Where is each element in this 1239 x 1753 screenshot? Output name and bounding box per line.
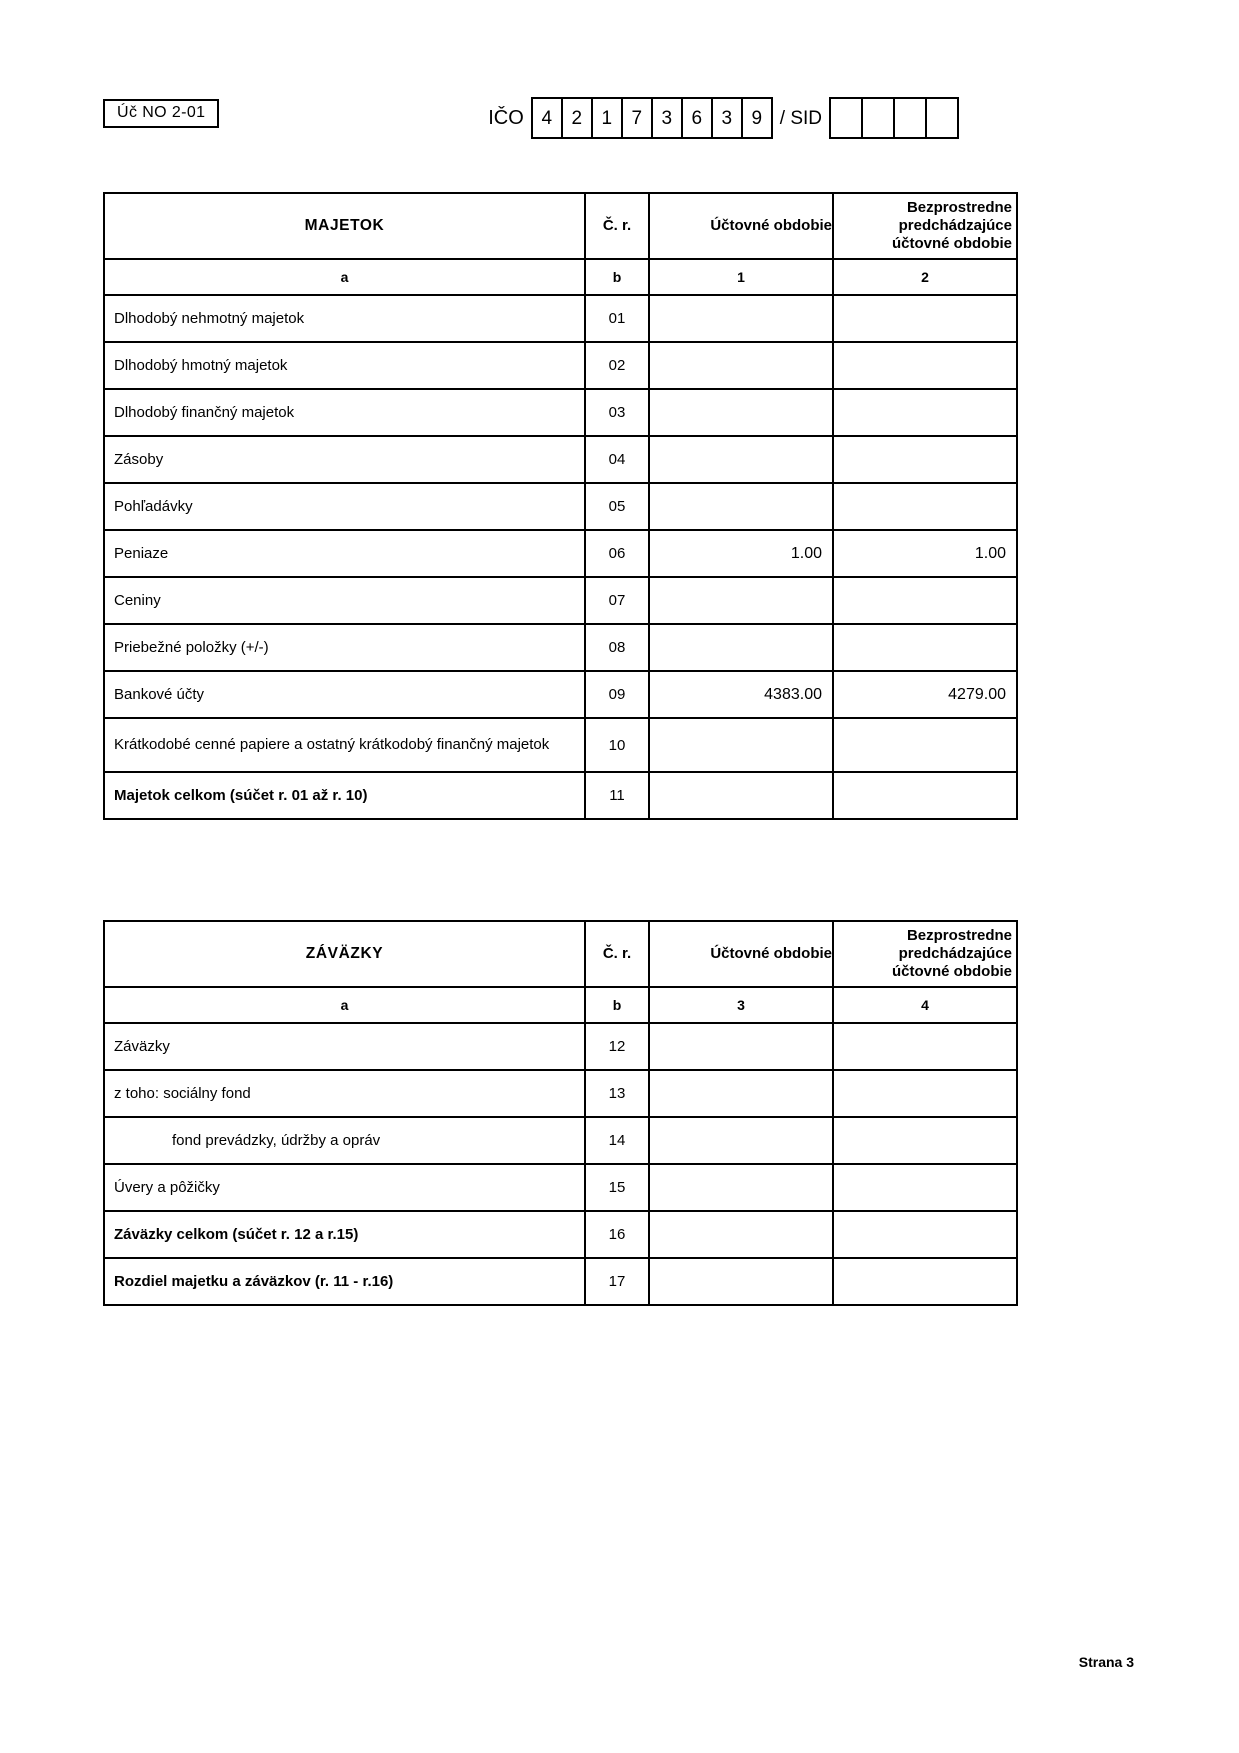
row-label: Úvery a pôžičky (104, 1164, 585, 1211)
row-value-previous[interactable] (833, 1164, 1017, 1211)
table-row (104, 436, 1017, 483)
row-number: 09 (585, 671, 649, 718)
sid-digit-boxes (829, 97, 959, 139)
assets-table-subheader-row (104, 259, 1017, 295)
liabilities-table (103, 920, 1018, 1306)
assets-col-line-header: Č. r. (585, 193, 649, 259)
row-value-current[interactable] (649, 1117, 833, 1164)
row-value-previous[interactable]: 1.00 (833, 530, 1017, 577)
row-value-previous[interactable] (833, 295, 1017, 342)
row-value-previous[interactable] (833, 772, 1017, 819)
row-number: 17 (585, 1258, 649, 1305)
sid-label: / SID (779, 107, 822, 129)
table-row (104, 577, 1017, 624)
row-value-current[interactable] (649, 436, 833, 483)
row-value-current[interactable] (649, 772, 833, 819)
row-value-current[interactable] (649, 389, 833, 436)
row-number: 02 (585, 342, 649, 389)
document-header (103, 96, 959, 140)
table-row (104, 530, 1017, 577)
ico-block (488, 96, 959, 140)
assets-col-period-header: Účtovné obdobie (649, 193, 833, 259)
sid-digit-box[interactable] (927, 99, 957, 137)
row-value-previous[interactable] (833, 483, 1017, 530)
table-row (104, 342, 1017, 389)
table-row (104, 1164, 1017, 1211)
table-row (104, 671, 1017, 718)
row-value-current[interactable] (649, 577, 833, 624)
table-row (104, 718, 1017, 772)
ico-digit-box[interactable]: 7 (623, 99, 653, 137)
row-value-current[interactable] (649, 1164, 833, 1211)
sid-digit-box[interactable] (895, 99, 927, 137)
assets-subheader-2: 2 (833, 259, 1017, 295)
row-number: 13 (585, 1070, 649, 1117)
liabilities-subheader-3: 3 (649, 987, 833, 1023)
assets-table-header-row (104, 193, 1017, 259)
row-value-current[interactable] (649, 1070, 833, 1117)
liabilities-col-prev-period-header: Bezprostredne predchádzajúce účtovné obdobie (833, 921, 1017, 987)
table-row (104, 624, 1017, 671)
liabilities-subheader-a: a (104, 987, 585, 1023)
row-value-current[interactable] (649, 483, 833, 530)
ico-digit-boxes (531, 97, 773, 139)
row-value-current[interactable]: 1.00 (649, 530, 833, 577)
row-value-current[interactable] (649, 295, 833, 342)
row-label: Peniaze (104, 530, 585, 577)
row-label: Záväzky (104, 1023, 585, 1070)
row-number: 12 (585, 1023, 649, 1070)
liabilities-table-title: ZÁVÄZKY (104, 921, 585, 987)
row-value-previous[interactable] (833, 1070, 1017, 1117)
assets-table-title: MAJETOK (104, 193, 585, 259)
table-row (104, 483, 1017, 530)
row-number: 05 (585, 483, 649, 530)
row-value-current[interactable] (649, 1211, 833, 1258)
table-row (104, 1258, 1017, 1305)
liabilities-table-header-row (104, 921, 1017, 987)
row-label-indented (104, 1117, 585, 1164)
row-number: 01 (585, 295, 649, 342)
table-row (104, 389, 1017, 436)
row-label: Rozdiel majetku a záväzkov (r. 11 - r.16) (104, 1258, 585, 1305)
sid-digit-box[interactable] (863, 99, 895, 137)
row-label: Pohľadávky (104, 483, 585, 530)
row-value-previous[interactable] (833, 389, 1017, 436)
row-label: Dlhodobý finančný majetok (104, 389, 585, 436)
row-value-current[interactable] (649, 342, 833, 389)
ico-digit-box[interactable]: 3 (713, 99, 743, 137)
row-label: Krátkodobé cenné papiere a ostatný krátkodobý finančný majetok (104, 718, 585, 772)
row-label: Dlhodobý hmotný majetok (104, 342, 585, 389)
table-row (104, 1211, 1017, 1258)
row-value-previous[interactable] (833, 718, 1017, 772)
row-number: 16 (585, 1211, 649, 1258)
ico-digit-box[interactable]: 9 (743, 99, 771, 137)
ico-digit-box[interactable]: 1 (593, 99, 623, 137)
row-number: 15 (585, 1164, 649, 1211)
row-value-previous[interactable] (833, 577, 1017, 624)
row-value-previous[interactable] (833, 1023, 1017, 1070)
assets-col-prev-period-header: Bezprostredne predchádzajúce účtovné obdobie (833, 193, 1017, 259)
row-number: 10 (585, 718, 649, 772)
assets-subheader-a: a (104, 259, 585, 295)
ico-digit-box[interactable]: 3 (653, 99, 683, 137)
ico-digit-box[interactable]: 6 (683, 99, 713, 137)
assets-subheader-1: 1 (649, 259, 833, 295)
row-label: z toho: sociálny fond (104, 1070, 585, 1117)
table-row (104, 1117, 1017, 1164)
assets-table (103, 192, 1018, 820)
row-label: Dlhodobý nehmotný majetok (104, 295, 585, 342)
row-value-current[interactable]: 4383.00 (649, 671, 833, 718)
row-value-current[interactable] (649, 1258, 833, 1305)
row-number: 04 (585, 436, 649, 483)
row-number: 03 (585, 389, 649, 436)
row-number: 06 (585, 530, 649, 577)
row-label: Priebežné položky (+/-) (104, 624, 585, 671)
liabilities-subheader-b: b (585, 987, 649, 1023)
row-value-current[interactable] (649, 1023, 833, 1070)
row-value-previous[interactable] (833, 436, 1017, 483)
row-label: fond prevádzky, údržby a opráv (172, 1132, 381, 1149)
row-number: 11 (585, 772, 649, 819)
row-label: Zásoby (104, 436, 585, 483)
row-value-current[interactable] (649, 624, 833, 671)
table-row (104, 1023, 1017, 1070)
row-number: 14 (585, 1117, 649, 1164)
table-row (104, 772, 1017, 819)
form-code-box: Úč NO 2-01 (103, 99, 219, 128)
ico-digit-box[interactable]: 4 (533, 99, 563, 137)
ico-digit-box[interactable]: 2 (563, 99, 593, 137)
row-value-current[interactable] (649, 718, 833, 772)
row-value-previous[interactable] (833, 1211, 1017, 1258)
row-label: Majetok celkom (súčet r. 01 až r. 10) (104, 772, 585, 819)
page-number-footer: Strana 3 (1078, 1654, 1134, 1670)
liabilities-table-subheader-row (104, 987, 1017, 1023)
sid-digit-box[interactable] (831, 99, 863, 137)
table-row (104, 1070, 1017, 1117)
row-value-previous[interactable] (833, 1258, 1017, 1305)
row-label: Bankové účty (104, 671, 585, 718)
table-row (104, 295, 1017, 342)
row-value-previous[interactable] (833, 1117, 1017, 1164)
row-label: Ceniny (104, 577, 585, 624)
liabilities-col-line-header: Č. r. (585, 921, 649, 987)
row-value-previous[interactable]: 4279.00 (833, 671, 1017, 718)
row-number: 07 (585, 577, 649, 624)
row-value-previous[interactable] (833, 342, 1017, 389)
assets-subheader-b: b (585, 259, 649, 295)
row-number: 08 (585, 624, 649, 671)
liabilities-col-period-header: Účtovné obdobie (649, 921, 833, 987)
ico-label: IČO (488, 107, 524, 129)
liabilities-subheader-4: 4 (833, 987, 1017, 1023)
row-label: Záväzky celkom (súčet r. 12 a r.15) (104, 1211, 585, 1258)
row-value-previous[interactable] (833, 624, 1017, 671)
